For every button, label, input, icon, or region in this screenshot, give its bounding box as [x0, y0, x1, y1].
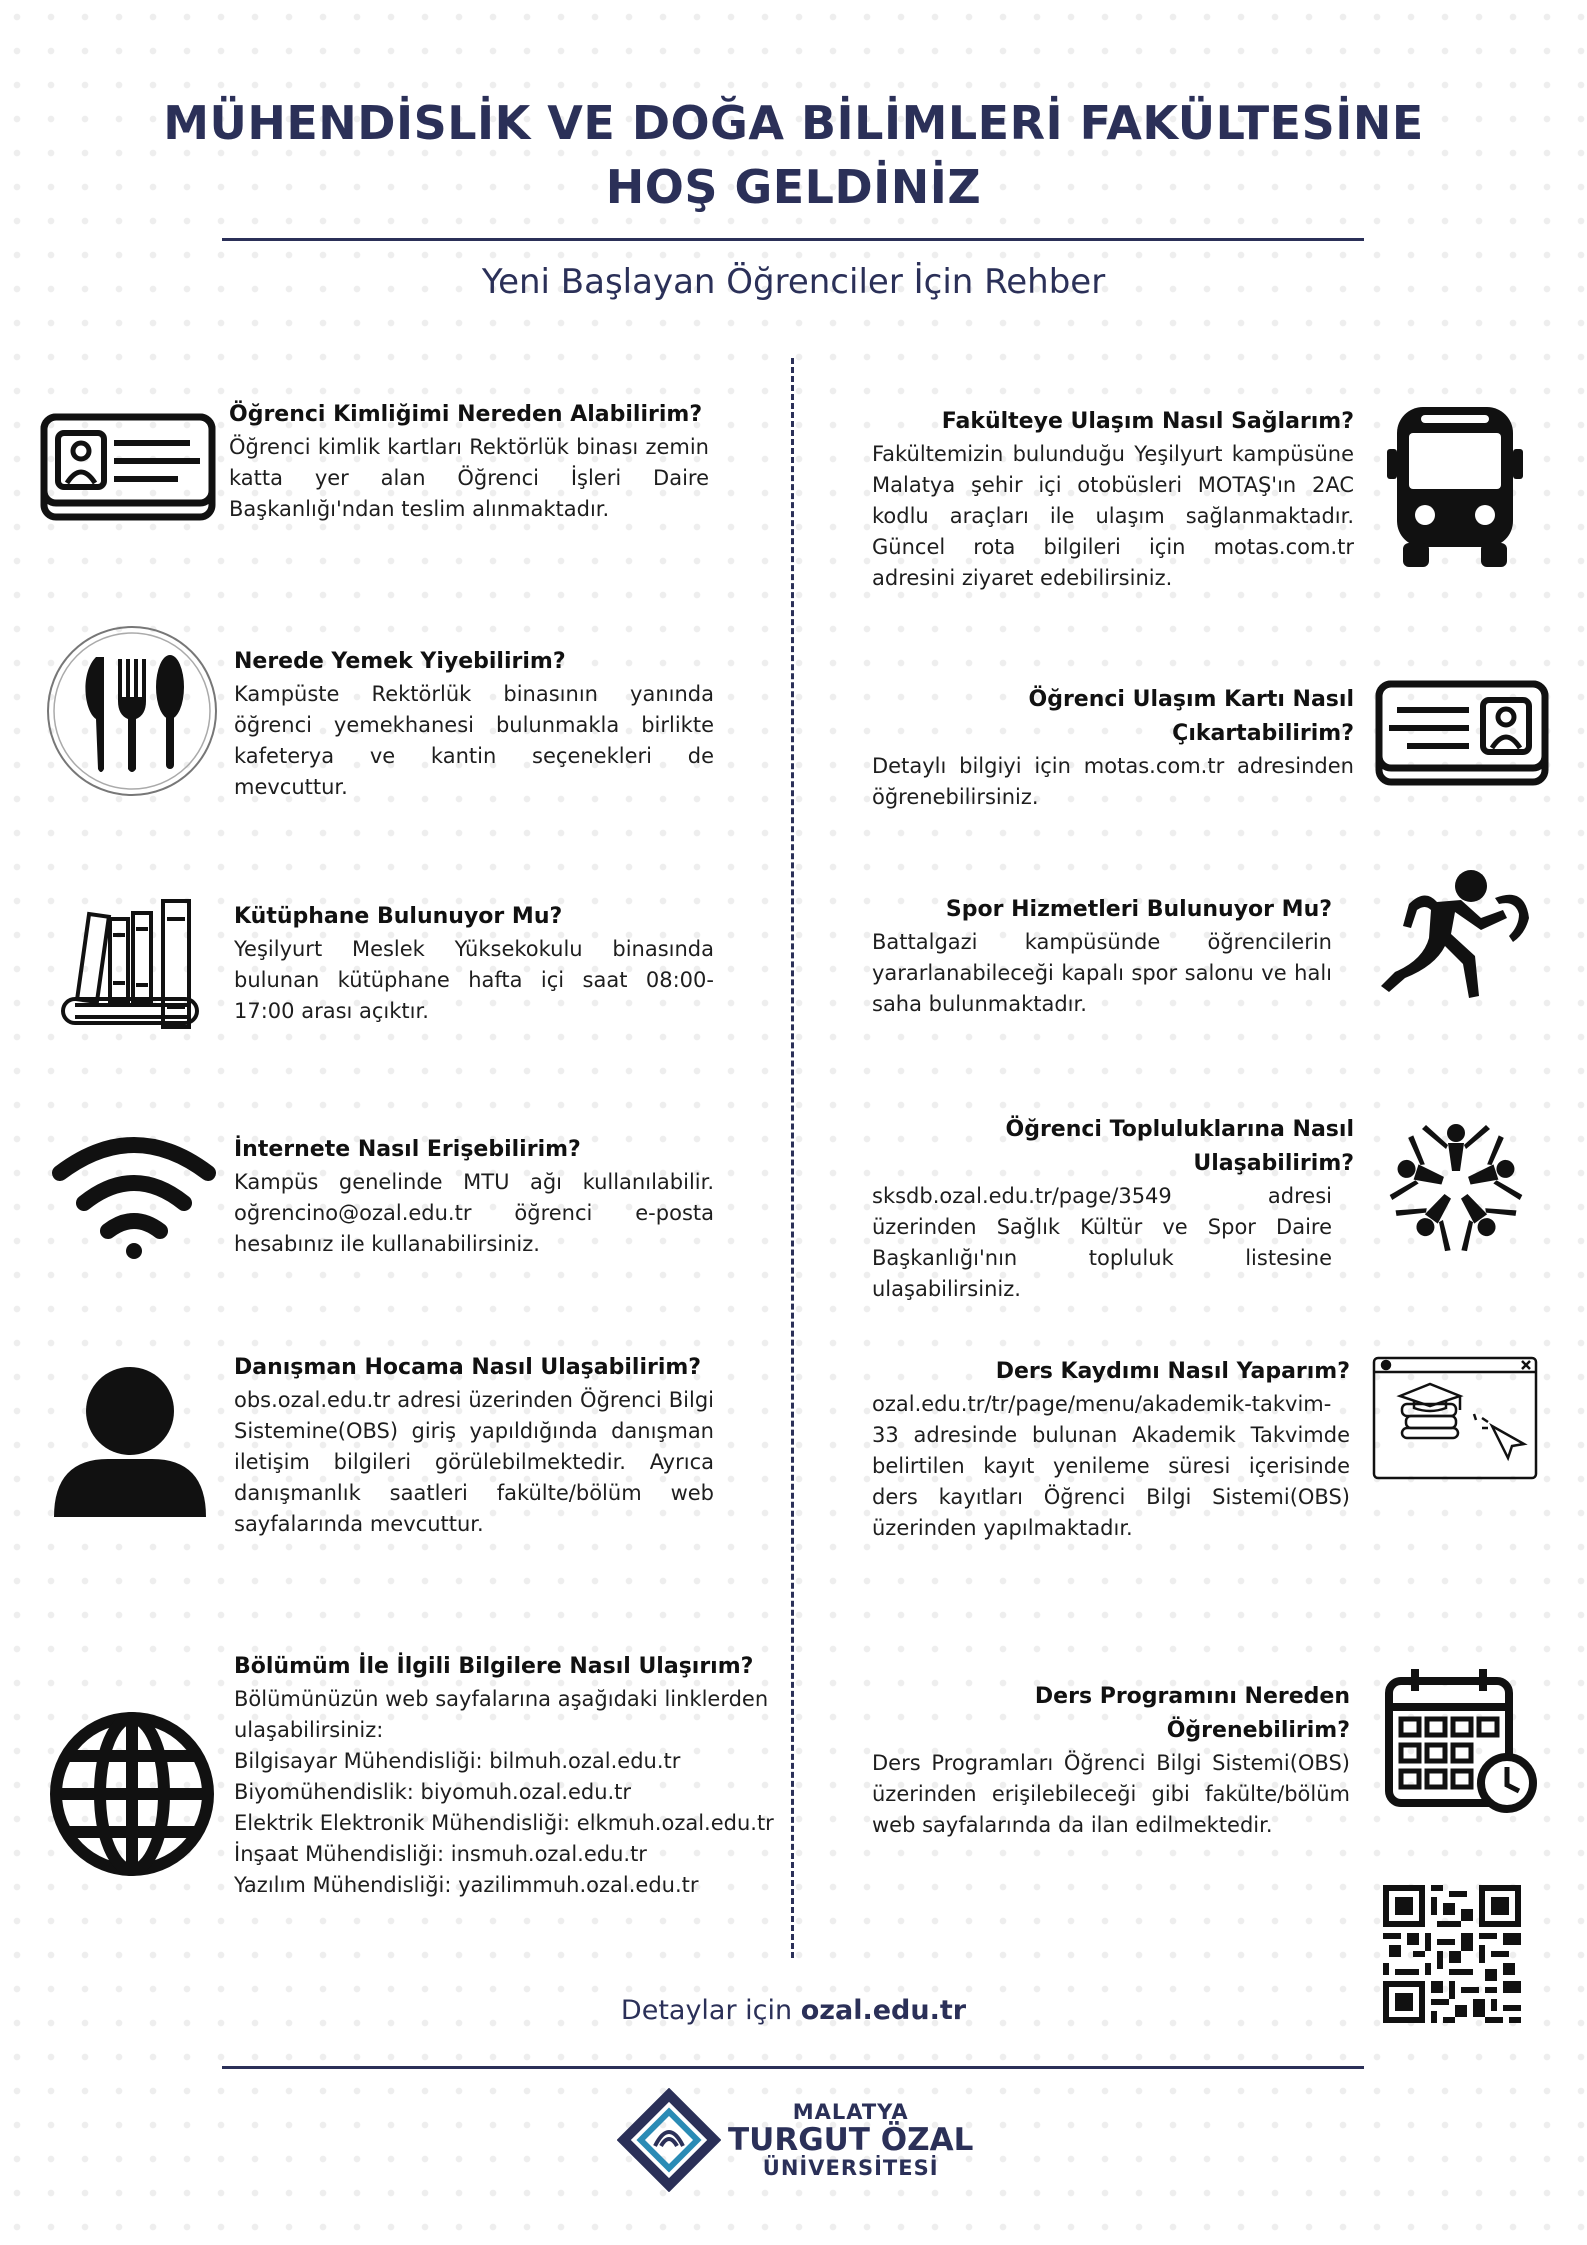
- answer: Detaylı bilgiyi için motas.com.tr adresinden öğrenebilirsiniz.: [872, 754, 1354, 809]
- person-icon: [50, 1365, 210, 1523]
- question: Öğrenci Topluluklarına Nasıl Ulaşabilirim?: [1005, 1117, 1354, 1176]
- answer: ozal.edu.tr/tr/page/menu/akademik-takvim-33 adresinde bulunan Akademik Takvimde belirtilen kayıt yenileme süresi içerisinde ders kayıtları Öğrenci Bilgi Sistemi(OBS) üzerinden yapılmaktadır.: [872, 1392, 1350, 1540]
- answer: Kampüste Rektörlük binasının yanında öğrenci yemekhanesi bulunmakla birlikte kafeterya ve kantin seçenekleri de mevcuttur.: [234, 682, 714, 799]
- university-logo-text: [728, 2100, 973, 2180]
- logo-line3: ÜNİVERSİTESİ: [762, 2156, 939, 2180]
- answer: Kampüs genelinde MTU ağı kullanılabilir. oğrencino@ozal.edu.tr öğrenci e-posta hesabınız ile kullanabilirsiniz.: [234, 1170, 714, 1256]
- logo-line1: MALATYA: [792, 2100, 909, 2124]
- bus-icon: [1387, 403, 1523, 571]
- qa-advisor: [234, 1351, 714, 1540]
- details-line: [0, 1995, 1587, 2026]
- page-subtitle: Yeni Başlayan Öğrenciler İçin Rehber: [481, 262, 1106, 302]
- question: Fakülteye Ulaşım Nasıl Sağlarım?: [941, 409, 1354, 434]
- question: Spor Hizmetleri Bulunuyor Mu?: [945, 897, 1332, 922]
- transport-card-icon: [1375, 680, 1549, 786]
- details-link[interactable]: ozal.edu.tr: [800, 1995, 967, 2026]
- answer: Fakültemizin bulunduğu Yeşilyurt kampüsüne Malatya şehir içi otobüsleri MOTAŞ'ın 2AC kodlu araçları ile ulaşım sağlanmaktadır. Güncel rota bilgileri için motas.com.tr adresini ziyaret edebilirsiniz.: [872, 442, 1354, 590]
- qa-department: [234, 1650, 779, 1901]
- details-prefix: Detaylar için: [620, 1995, 793, 2026]
- calendar-icon: [1383, 1665, 1539, 1817]
- course-registration-icon: [1372, 1356, 1538, 1480]
- answer: sksdb.ozal.edu.tr/page/3549 adresi üzerinden Sağlık Kültür ve Spor Daire Başkanlığı'nın topluluk listesine ulaşabilirsiniz.: [872, 1184, 1332, 1301]
- qa-sports: [872, 893, 1332, 1020]
- cutlery-icon: [44, 623, 220, 799]
- globe-icon: [48, 1710, 216, 1878]
- link-item[interactable]: Bilgisayar Mühendisliği: bilmuh.ozal.edu.tr: [234, 1749, 681, 1773]
- qa-internet: [234, 1133, 714, 1260]
- answer: obs.ozal.edu.tr adresi üzerinden Öğrenci Bilgi Sistemine(OBS) giriş yapıldığında danışman iletişim bilgileri görülebilmektedir. Ayrıca danışmanlık saatleri fakülte/bölüm web sayfalarında mevcuttur.: [234, 1388, 714, 1536]
- page-title-line1: MÜHENDİSLİK VE DOĞA BİLİMLERİ FAKÜLTESİNE: [163, 96, 1424, 150]
- question: Ders Kaydımı Nasıl Yaparım?: [995, 1359, 1350, 1384]
- qa-course-registration: [872, 1355, 1350, 1544]
- answer: Öğrenci kimlik kartları Rektörlük binası zemin katta yer alan Öğrenci İşleri Daire Başkanlığı'ndan teslim alınmaktadır.: [229, 435, 709, 521]
- answer: Bölümünüzün web sayfalarına aşağıdaki linklerden ulaşabilirsiniz:: [234, 1687, 769, 1742]
- link-item[interactable]: Biyomühendislik: biyomuh.ozal.edu.tr: [234, 1780, 632, 1804]
- qa-transport: [872, 405, 1354, 594]
- university-logo-icon: [617, 2088, 721, 2192]
- qa-course-schedule: [872, 1680, 1350, 1841]
- answer: Yeşilyurt Meslek Yüksekokulu binasında bulunan kütüphane hafta içi saat 08:00-17:00 arası açıktır.: [234, 937, 714, 1023]
- qa-student-id: [229, 398, 709, 525]
- qa-communities: [872, 1113, 1354, 1305]
- page-title-line2: HOŞ GELDİNİZ: [605, 160, 982, 214]
- answer: Battalgazi kampüsünde öğrencilerin yararlanabileceği kapalı spor salonu ve halı saha bulunmaktadır.: [872, 930, 1332, 1016]
- question: Bölümüm İle İlgili Bilgilere Nasıl Ulaşırım?: [234, 1654, 754, 1679]
- logo-line2: TURGUT ÖZAL: [728, 2122, 974, 2158]
- community-icon: [1374, 1103, 1538, 1267]
- id-card-icon: [40, 413, 216, 521]
- question: Danışman Hocama Nasıl Ulaşabilirim?: [234, 1355, 702, 1380]
- question: Öğrenci Kimliğimi Nereden Alabilirim?: [229, 402, 703, 427]
- link-item[interactable]: İnşaat Mühendisliği: insmuh.ozal.edu.tr: [234, 1842, 647, 1866]
- qa-library: [234, 900, 714, 1027]
- wifi-icon: [50, 1133, 218, 1265]
- runner-icon: [1375, 868, 1535, 1012]
- question: Nerede Yemek Yiyebilirim?: [234, 649, 566, 674]
- question: Kütüphane Bulunuyor Mu?: [234, 904, 563, 929]
- footer-divider: [222, 2066, 1364, 2069]
- books-icon: [55, 895, 205, 1031]
- qa-transport-card: [872, 683, 1354, 813]
- link-item[interactable]: Yazılım Mühendisliği: yazilimmuh.ozal.edu.tr: [234, 1873, 699, 1897]
- question: Öğrenci Ulaşım Kartı Nasıl Çıkartabilirim?: [1028, 687, 1354, 746]
- qa-food: [234, 645, 714, 803]
- question: İnternete Nasıl Erişebilirim?: [234, 1137, 581, 1162]
- question: Ders Programını Nereden Öğrenebilirim?: [1034, 1684, 1350, 1743]
- header-divider: [222, 238, 1364, 241]
- center-divider: [791, 358, 794, 1958]
- answer: Ders Programları Öğrenci Bilgi Sistemi(OBS) üzerinden erişilebileceği gibi fakülte/bölüm web sayfalarında da ilan edilmektedir.: [872, 1751, 1350, 1837]
- link-item[interactable]: Elektrik Elektronik Mühendisliği: elkmuh.ozal.edu.tr: [234, 1811, 774, 1835]
